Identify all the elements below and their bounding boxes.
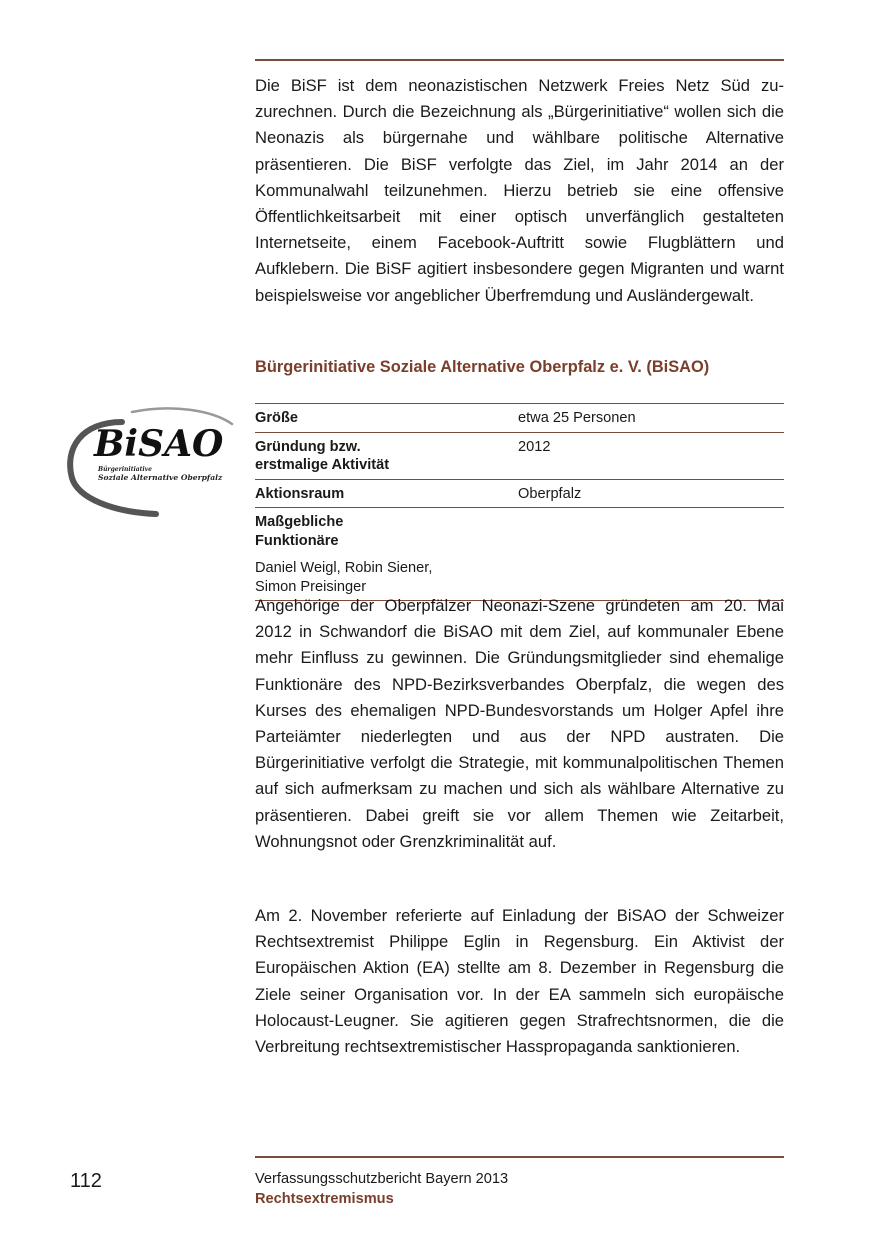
fact-key: Aktionsraum — [255, 485, 345, 502]
fact-value: Daniel Weigl, Robin Siener, Simon Preisinger — [255, 560, 433, 595]
paragraph-bisao-founding: Angehörige der Oberpfälzer Neonazi-Szene gründeten am 20. Mai 2012 in Schwandorf die BiSAO mit dem Ziel, auf kommunaler Ebene mehr Einfluss zu gewinnen. Die Gründungsmitglieder sind ehemalige Funktionäre des NPD-Bezirksverbandes Oberpfalz, die wegen des Kurses des ehemaligen NPD-Bundesvorstands um Holger Apfel ihre Parteiämter niederlegten und aus der NPD austraten. Die Bürgerinitiative verfolgt die Strategie, mit kommunalpolitischen Themen auf sich aufmerksam zu machen und sich als wählbare Alternative zu präsentieren. Dabei greift sie vor allem Themen wie Zeitarbeit, Wohnungsnot oder Grenzkriminalität auf. — [255, 596, 784, 851]
svg-text:Bürgerinitiative: Bürgerinitiative — [98, 466, 152, 473]
svg-text:BiSAO: BiSAO — [94, 423, 224, 465]
footer-section: Rechtsextremismus — [255, 1191, 394, 1207]
fact-key: Maßgebliche Funktionäre — [255, 514, 344, 549]
fact-value: etwa 25 Personen — [518, 410, 636, 426]
top-rule — [255, 59, 784, 61]
bisao-logo — [62, 400, 242, 518]
section-heading: Bürgerinitiative Soziale Alternative Oberpfalz e. V. (BiSAO) — [255, 358, 710, 376]
fact-value: 2012 — [518, 438, 551, 455]
table-row — [255, 404, 784, 433]
footer-report-title: Verfassungsschutzbericht Bayern 2013 — [255, 1171, 509, 1187]
fact-key: Größe — [255, 410, 298, 426]
page-number: 112 — [70, 1170, 102, 1192]
fact-key: Gründung bzw. erstmalige Aktivität — [255, 438, 390, 473]
facts-table — [255, 403, 784, 601]
table-row — [255, 432, 784, 479]
footer-rule — [255, 1156, 784, 1158]
paragraph-events: Am 2. November referierte auf Einladung der BiSAO der Schweizer Rechtsextremist Philippe Eglin in Regensburg. Ein Aktivist der Europäischen Aktion (EA) stellte am 8. Dezember in Regensburg die Ziele seiner Organisation vor. In der EA sammeln sich europäische Holocaust-Leugner. Sie agitieren gegen Strafrechtsnormen, die die Verbreitung rechtsextremistischer Hasspropaganda sanktionieren. — [255, 906, 784, 1057]
table-row — [255, 508, 784, 601]
table-row — [255, 479, 784, 508]
paragraph-bisf: Die BiSF ist dem neonazistischen Netzwerk Freies Netz Süd zuzurechnen. Durch die Bezeichnung als „Bürgerinitiative“ wollen sich die Neonazis als bürgernahe und wählbare politische Alternative präsentieren. Die BiSF verfolgte das Ziel, im Jahr 2014 an der Kommunalwahl teilzunehmen. Hierzu betrieb sie eine offensive Öffentlichkeitsarbeit mit einer optisch unverfänglich gestalteten Internetseite, einem Facebook-Auftritt sowie Flugblättern und Aufklebern. Die BiSF agitiert insbesondere gegen Migranten und warnt beispielsweise vor angeblicher Überfremdung und Ausländergewalt. — [255, 76, 784, 305]
svg-text:Soziale Alternative Oberpfalz: Soziale Alternative Oberpfalz — [98, 473, 223, 482]
fact-value: Oberpfalz — [518, 485, 582, 502]
